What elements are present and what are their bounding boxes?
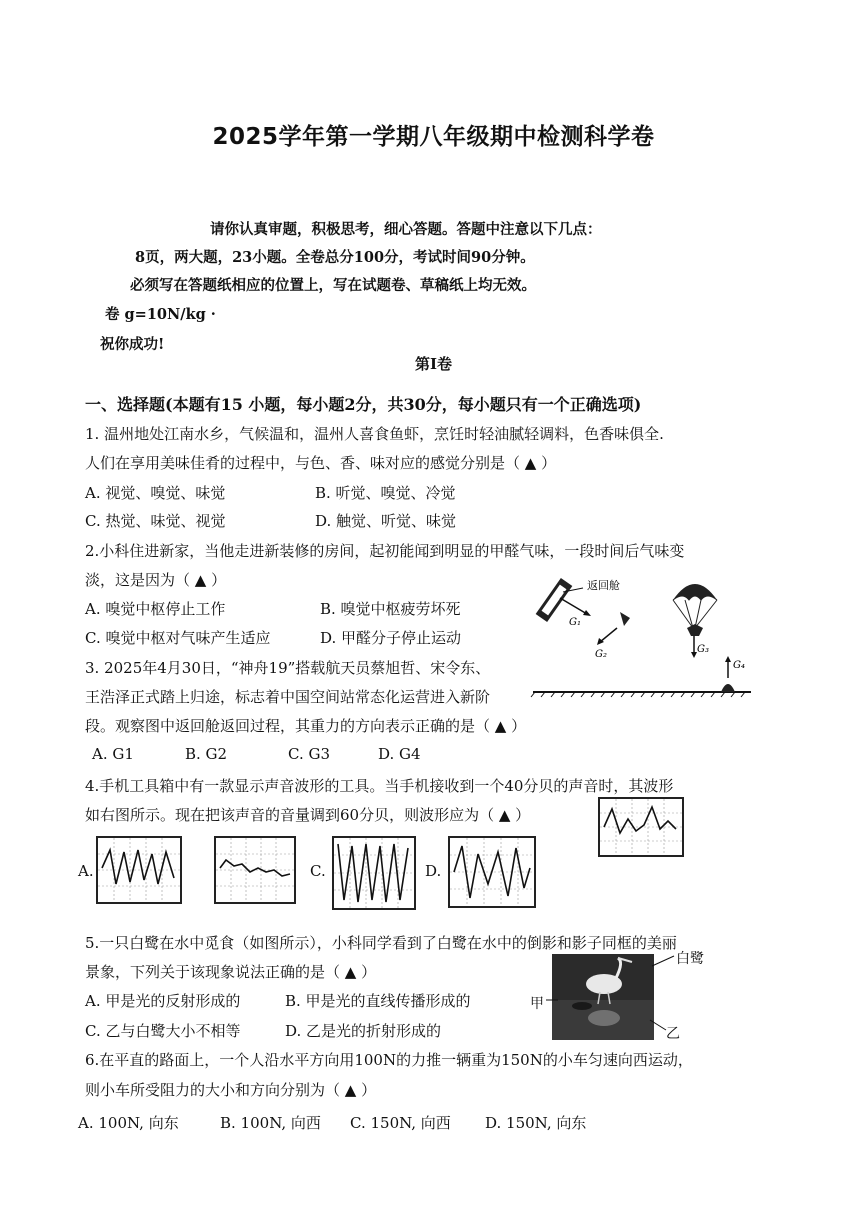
- q6-option-b: B. 100N, 向西: [220, 1114, 321, 1132]
- q1-option-c: C. 热觉、味觉、视觉: [85, 512, 226, 530]
- q1-stem-line2: 人们在享用美味佳肴的过程中，与色、香、味对应的感觉分别是（ ▲ ）: [85, 454, 557, 472]
- g1-arrow: [560, 598, 587, 614]
- q3-stem-line3: 段。观察图中返回舱返回过程，其重力的方向表示正确的是（ ▲ ）: [85, 717, 527, 735]
- q2-stem-line1: 2.小科住进新家，当他走进新装修的房间，起初能闻到明显的甲醛气味，一段时间后气味变: [85, 542, 685, 560]
- reference-waveform: [598, 797, 684, 857]
- note-line-4: 卷 g=10N/kg ·: [105, 306, 216, 323]
- egret-pointer-lines: [540, 950, 680, 1040]
- q5-stem-line1: 5.一只白鹭在水中觅食（如图所示），小科同学看到了白鹭在水中的倒影和影子同框的美丽: [85, 934, 677, 952]
- q4-option-b-waveform: [214, 836, 296, 904]
- note-line-3: 必须写在答题纸相应的位置上，写在试题卷、草稿纸上均无效。: [130, 277, 536, 294]
- q2-option-a: A. 嗅觉中枢停止工作: [85, 600, 226, 618]
- note-line-1: 请你认真审题，积极思考，细心答题。答题中注意以下几点：: [210, 221, 602, 238]
- q4-stem-line1: 4.手机工具箱中有一款显示声音波形的工具。当手机接收到一个40分贝的声音时，其波形: [85, 777, 674, 795]
- q4-option-a-label: A.: [78, 862, 94, 880]
- q3-stem-line2: 王浩泽正式踏上归途，标志着中国空间站常态化运营进入新阶: [85, 688, 491, 706]
- q3-stem-line1: 3. 2025年4月30日，“神舟19”搭载航天员蔡旭哲、宋令东、: [85, 659, 491, 677]
- g3-label: G₃: [697, 644, 709, 655]
- q6-option-a: A. 100N, 向东: [78, 1114, 179, 1132]
- landed-capsule-icon: [721, 684, 735, 692]
- q3-option-a: A. G1: [92, 745, 134, 763]
- section-volume-label: 第I卷: [414, 355, 453, 373]
- return-capsule-icon: [536, 578, 573, 622]
- q4-option-d-label: D.: [425, 862, 442, 880]
- g4-label: G₄: [733, 660, 745, 671]
- q4-stem-line2: 如右图所示。现在把该声音的音量调到60分贝，则波形应为（ ▲ ）: [85, 806, 531, 824]
- label-yi: 乙: [666, 1026, 680, 1042]
- parachute-icon: [673, 584, 717, 636]
- q6-option-d: D. 150N, 向东: [485, 1114, 587, 1132]
- q5-option-c: C. 乙与白鹭大小不相等: [85, 1022, 241, 1040]
- note-line-2: 8页，两大题，23小题。全卷总分100分，考试时间90分钟。: [135, 249, 535, 266]
- q5-option-d: D. 乙是光的折射形成的: [285, 1022, 442, 1040]
- q2-option-d: D. 甲醛分子停止运动: [320, 629, 462, 647]
- q6-stem-line2: 则小车所受阻力的大小和方向分别为（ ▲ ）: [85, 1081, 377, 1099]
- label-jia: 甲: [530, 996, 544, 1012]
- label-egret: 白鹭: [676, 951, 704, 967]
- q3-option-c: C. G3: [288, 745, 331, 763]
- exam-title: 2025学年第一学期八年级期中检测科学卷: [212, 124, 655, 150]
- q4-option-c-label: C.: [310, 862, 326, 880]
- q1-stem-line1: 1. 温州地处江南水乡，气候温和，温州人喜食鱼虾，烹饪时轻油腻轻调料，色香味俱全.: [85, 425, 664, 443]
- q6-option-c: C. 150N, 向西: [350, 1114, 451, 1132]
- q2-option-b: B. 嗅觉中枢疲劳坏死: [320, 600, 461, 618]
- q1-option-a: A. 视觉、嗅觉、味觉: [85, 484, 226, 502]
- q6-stem-line1: 6.在平直的路面上，一个人沿水平方向用100N的力推一辆重为150N的小车匀速向西运动，: [85, 1051, 693, 1069]
- q3-option-d: D. G4: [378, 745, 421, 763]
- q4-option-a-waveform: [96, 836, 182, 904]
- capsule-label: 返回舱: [587, 579, 620, 592]
- q2-option-c: C. 嗅觉中枢对气味产生适应: [85, 629, 271, 647]
- q2-stem-line2: 淡，这是因为（ ▲ ）: [85, 571, 227, 589]
- q5-stem-line2: 景象，下列关于该现象说法正确的是（ ▲ ）: [85, 963, 377, 981]
- q4-option-d-waveform: [448, 836, 536, 908]
- g2-arrow: [600, 628, 617, 642]
- g1-label: G₁: [569, 617, 581, 628]
- capsule-gravity-figure: [525, 570, 755, 705]
- q5-option-a: A. 甲是光的反射形成的: [85, 992, 241, 1010]
- g2-label: G₂: [595, 649, 607, 660]
- q4-option-c-waveform: [332, 836, 416, 910]
- section-heading: 一、选择题(本题有15 小题，每小题2分，共30分，每小题只有一个正确选项): [85, 395, 642, 414]
- q1-option-b: B. 听觉、嗅觉、冷觉: [315, 484, 456, 502]
- q1-option-d: D. 触觉、听觉、味觉: [315, 512, 457, 530]
- q3-option-b: B. G2: [185, 745, 228, 763]
- note-line-5: 祝你成功!: [100, 336, 165, 353]
- q5-option-b: B. 甲是光的直线传播形成的: [285, 992, 471, 1010]
